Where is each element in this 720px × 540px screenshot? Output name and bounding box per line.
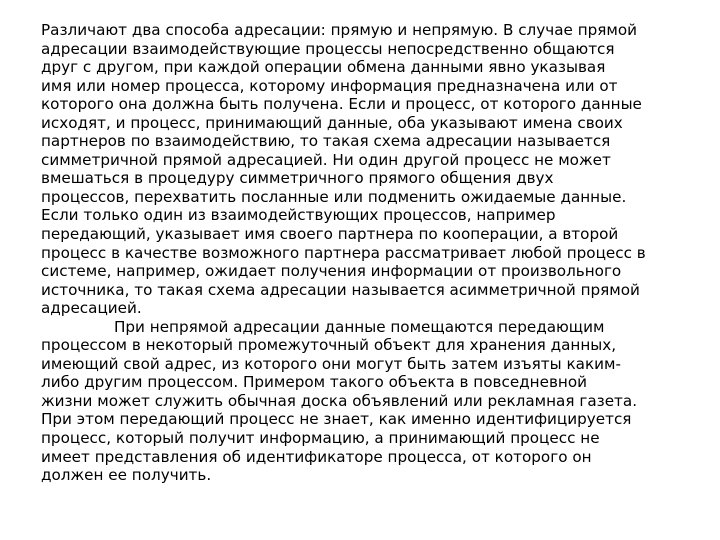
- text-line: процесс в качестве возможного партнера рассматривает любой процесс в: [41, 243, 646, 262]
- text-line: адресации взаимодействующие процессы непосредственно общаются: [41, 39, 615, 58]
- text-line: имеющий свой адрес, из которого они могут быть затем изъяты каким-: [41, 354, 621, 373]
- document-body: [41, 21, 701, 485]
- text-line: системе, например, ожидает получения информации от произвольного: [41, 262, 622, 281]
- text-line: Если только один из взаимодействующих процессов, например: [41, 206, 556, 225]
- text-line: При этом передающий процесс не знает, как именно идентифицируется: [41, 410, 632, 429]
- text-line: исходят, и процесс, принимающий данные, оба указывают имена своих: [41, 113, 623, 132]
- text-line: процессов, перехватить посланные или подменить ожидаемые данные.: [41, 187, 627, 206]
- text-line: либо другим процессом. Примером такого объекта в повседневной: [41, 373, 587, 392]
- text-line: процессом в некоторый промежуточный объект для хранения данных,: [41, 336, 617, 355]
- text-line: процесс, который получит информацию, а принимающий процесс не: [41, 429, 600, 448]
- text-line: партнеров по взаимодействию, то такая схема адресации называется: [41, 132, 611, 151]
- text-line: Различают два способа адресации: прямую и непрямую. В случае прямой: [41, 21, 638, 39]
- text-line: которого она должна быть получена. Если и процесс, от которого данные: [41, 95, 642, 114]
- text-line-indented: При непрямой адресации данные помещаются передающим: [114, 317, 605, 336]
- text-line: имя или номер процесса, которому информация предназначена или от: [41, 76, 618, 95]
- text-line: вмешаться в процедуру симметричного прямого общения двух: [41, 169, 554, 188]
- text-line: симметричной прямой адресацией. Ни один другой процесс не может: [41, 150, 611, 169]
- text-line: жизни может служить обычная доска объявлений или рекламная газета.: [41, 391, 638, 410]
- text-line: адресацией.: [41, 299, 142, 318]
- text-line: источника, то такая схема адресации называется асимметричной прямой: [41, 280, 640, 299]
- text-line: друг с другом, при каждой операции обмена данными явно указывая: [41, 58, 606, 77]
- text-line: должен ее получить.: [41, 466, 212, 485]
- text-line: имеет представления об идентификаторе процесса, от которого он: [41, 447, 592, 466]
- paragraph-direct-addressing: [41, 21, 701, 318]
- text-line: передающий, указывает имя своего партнера по кооперации, а второй: [41, 225, 619, 244]
- paragraph-indirect-addressing: [41, 318, 701, 485]
